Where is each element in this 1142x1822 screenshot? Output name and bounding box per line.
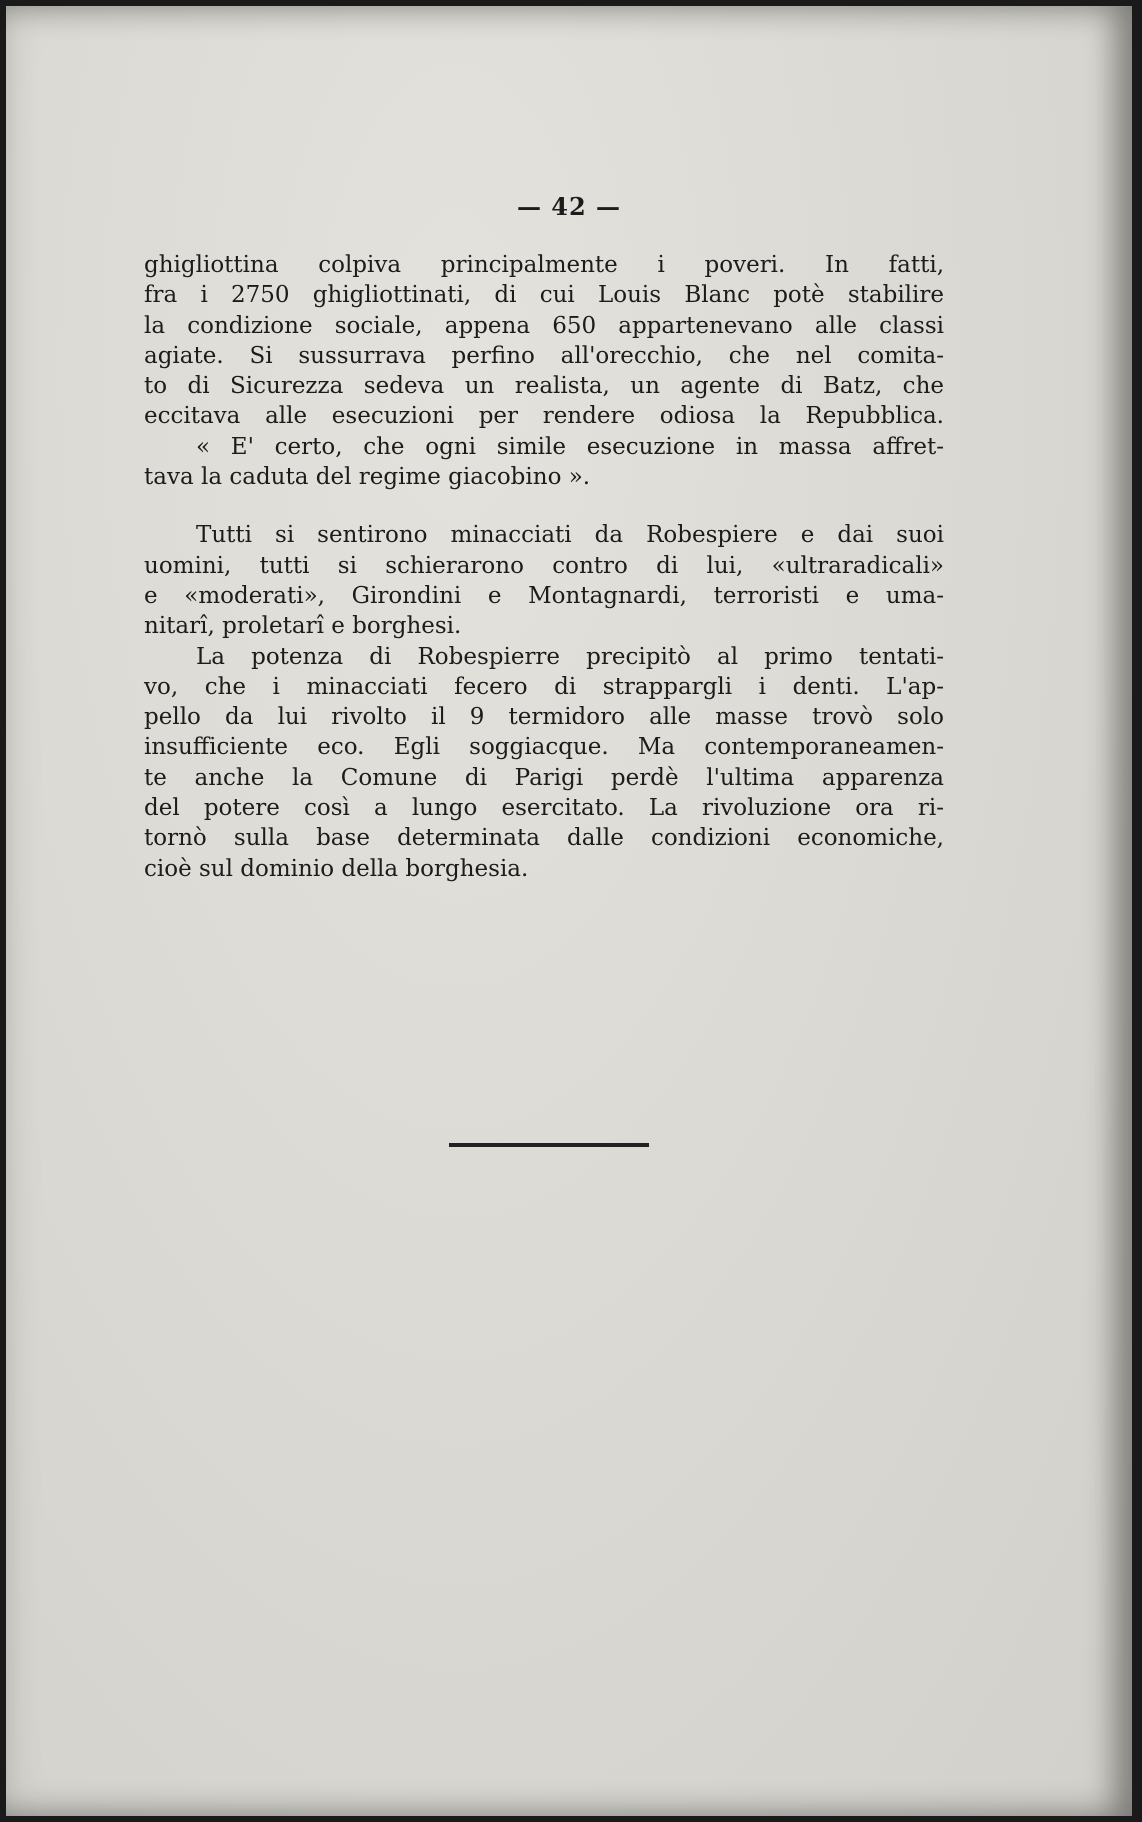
text-line: to di Sicurezza sedeva un realista, un agente di Batz, che <box>144 373 944 400</box>
text-line: nitarî, proletarî e borghesi. <box>144 613 462 640</box>
text-line: fra i 2750 ghigliottinati, di cui Louis Blanc potè stabilire <box>144 282 944 309</box>
text-line: tornò sulla base determinata dalle condizioni economiche, <box>144 825 944 852</box>
end-rule-divider <box>449 1143 649 1147</box>
text-line: eccitava alle esecuzioni per rendere odiosa la Repubblica. <box>144 403 944 430</box>
text-line: ghigliottina colpiva principalmente i poveri. In fatti, <box>144 252 944 278</box>
paragraph-1 <box>144 250 944 492</box>
text-line: del potere così a lungo esercitato. La rivoluzione ora ri- <box>144 795 944 822</box>
text-line: Tutti si sentirono minacciati da Robespiere e dai suoi <box>196 522 944 549</box>
text-line: « E' certo, che ogni simile esecuzione in massa affret- <box>196 433 944 460</box>
text-line: agiate. Si sussurrava perfino all'orecchio, che nel comita- <box>144 342 944 369</box>
paragraph-2 <box>144 520 944 641</box>
paragraph-3 <box>144 642 944 884</box>
text-line: uomini, tutti si schierarono contro di lui, «ultraradicali» <box>144 552 944 579</box>
body-text <box>144 250 944 884</box>
text-line: vo, che i minacciati fecero di strappargli i denti. L'ap- <box>144 673 944 700</box>
text-line: te anche la Comune di Parigi perdè l'ultima apparenza <box>144 764 944 791</box>
text-line: tava la caduta del regime giacobino ». <box>144 464 591 491</box>
text-line: cioè sul dominio della borghesia. <box>144 855 529 882</box>
text-line: La potenza di Robespierre precipitò al primo tentati- <box>196 643 944 670</box>
text-line: e «moderati», Girondini e Montagnardi, terroristi e uma- <box>144 582 944 609</box>
text-line: insufficiente eco. Egli soggiacque. Ma contemporaneamen- <box>144 734 944 761</box>
page-number: — 42 — <box>516 192 622 221</box>
text-line: la condizione sociale, appena 650 appartenevano alle classi <box>144 312 944 339</box>
book-page <box>6 6 1132 1816</box>
text-line: pello da lui rivolto il 9 termidoro alle masse trovò solo <box>144 704 944 731</box>
